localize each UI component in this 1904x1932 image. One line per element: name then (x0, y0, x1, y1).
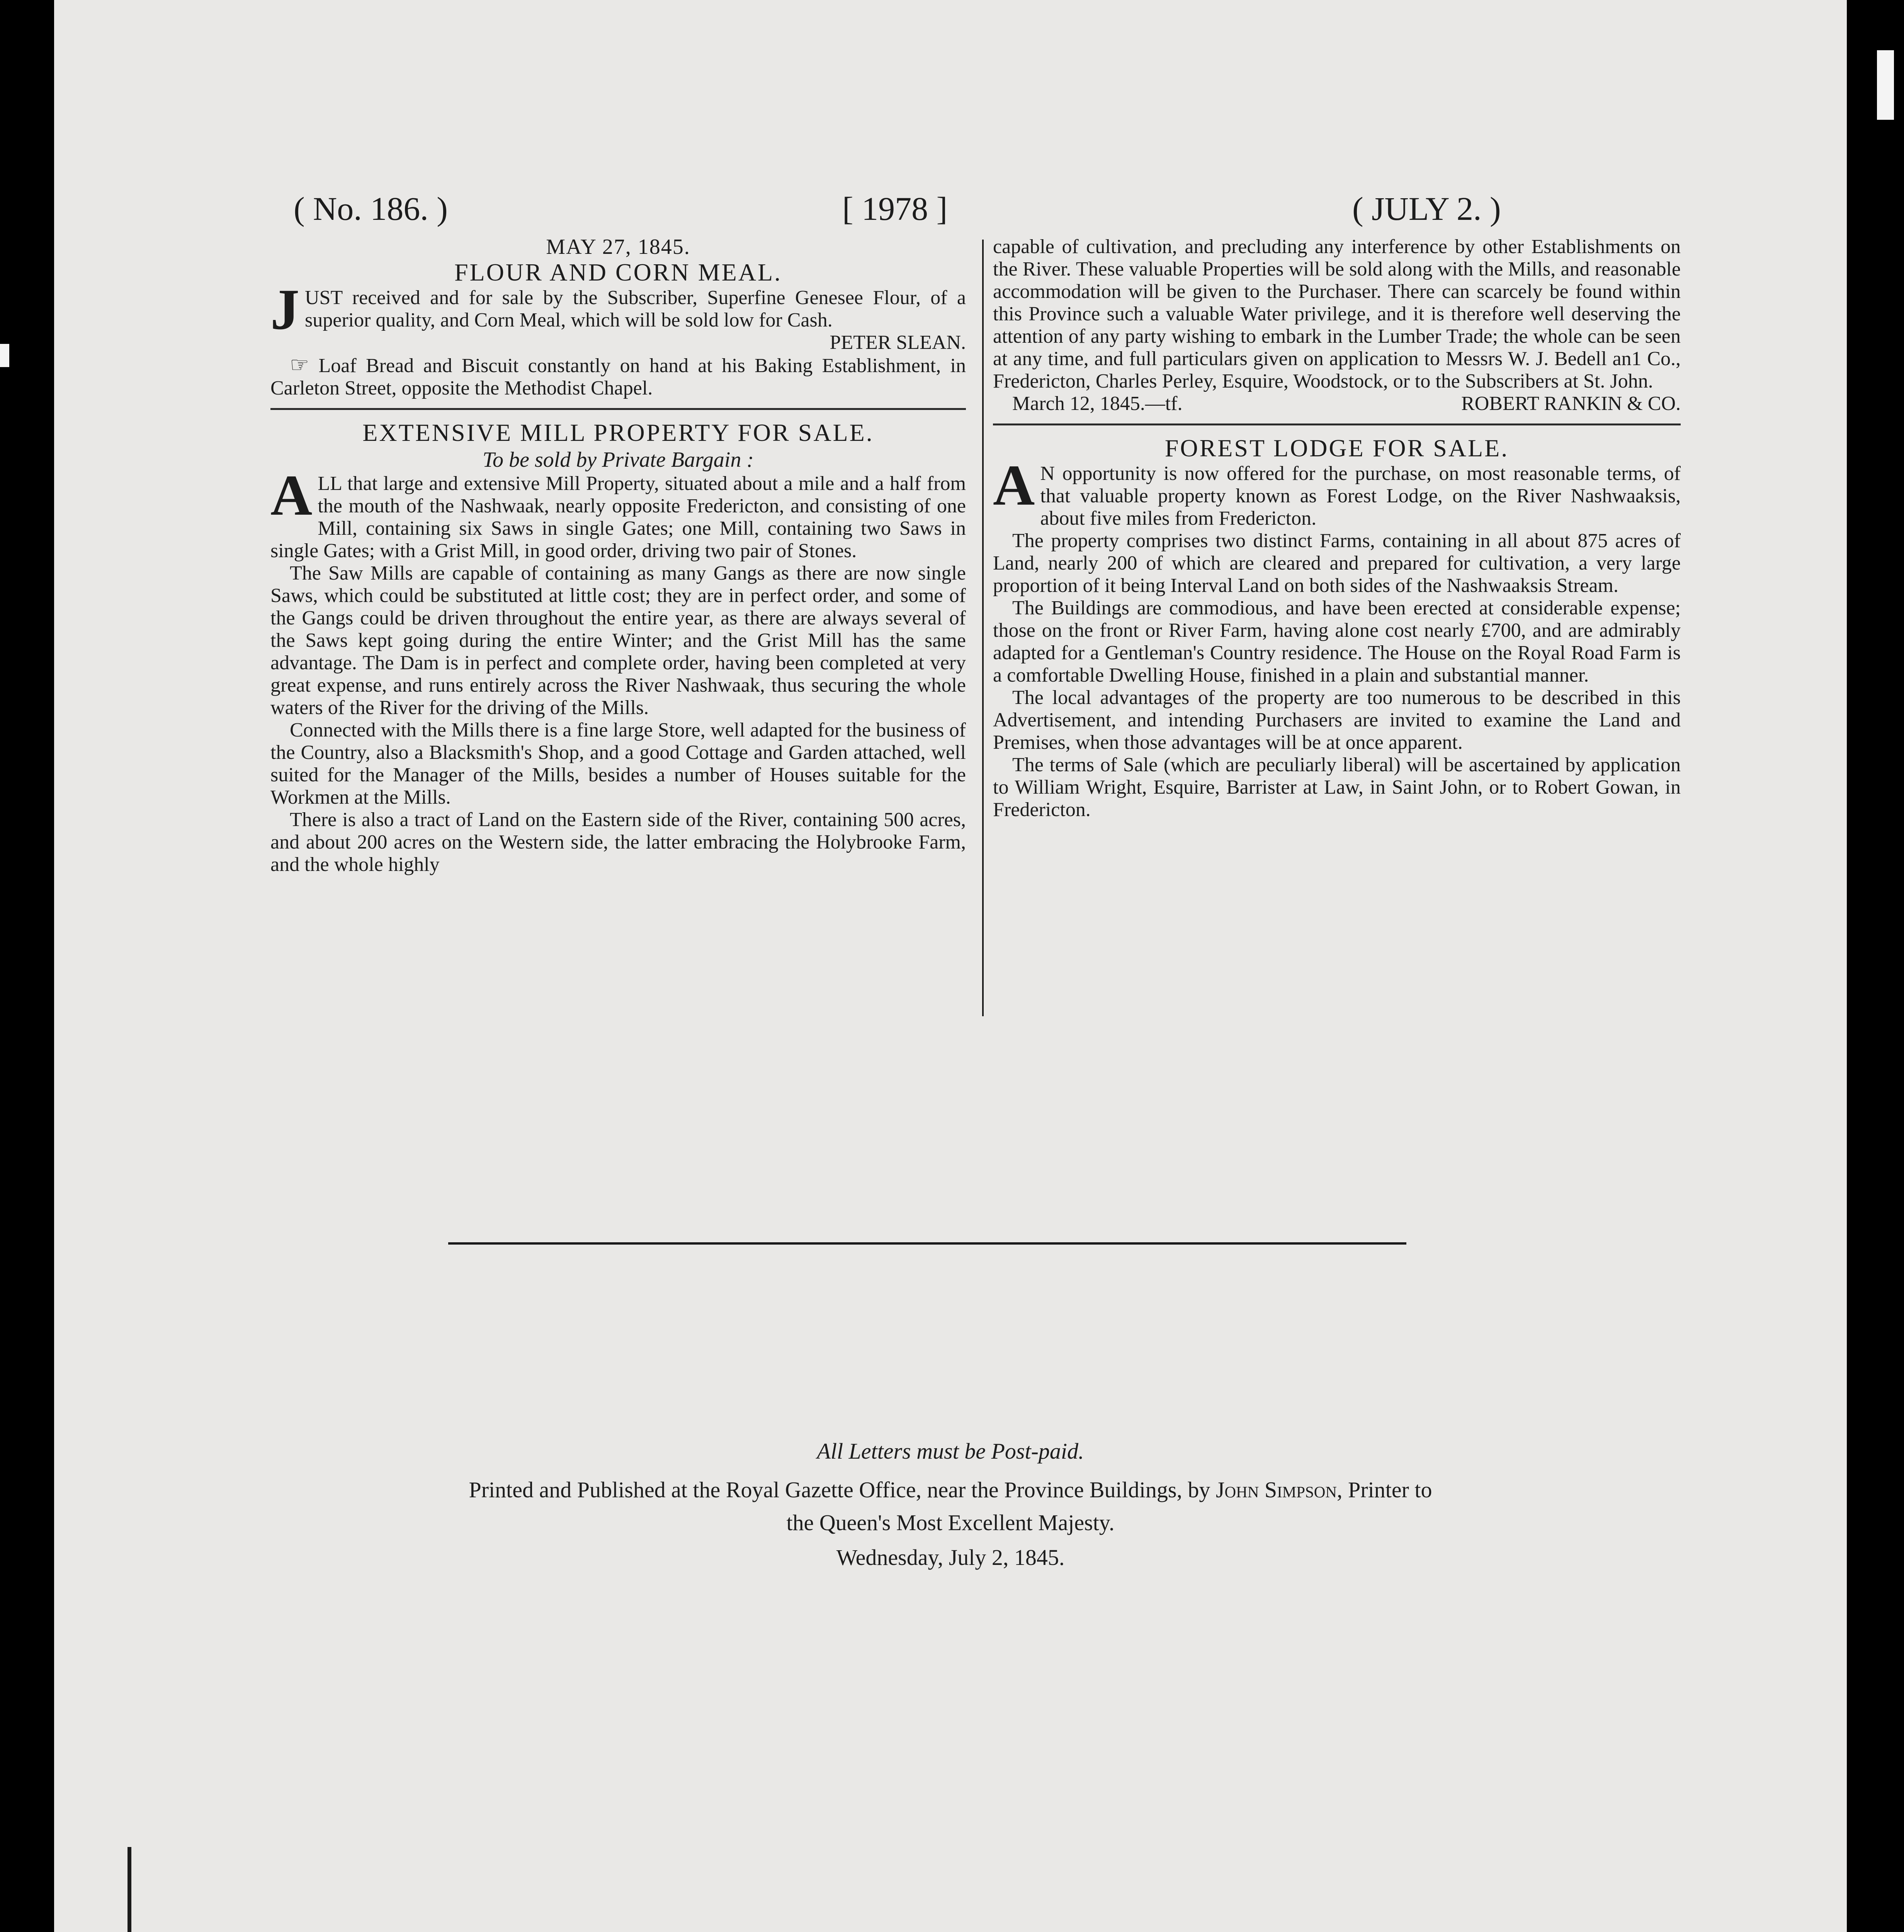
right-column (993, 236, 1681, 821)
mill-ad-signer: ROBERT RANKIN & CO. (1461, 393, 1681, 415)
mill-ad-paragraph: Connected with the Mills there is a fine large Store, well adapted for the business of the Country, also a Blacksmith's Shop, and a good Cottage and Garden attached, well suited for the Manager of the Mills, besides a number of Houses suitable for the Workmen at the Mills. (270, 719, 966, 808)
section-rule (448, 1242, 1406, 1245)
post-paid-notice: All Letters must be Post-paid. (817, 1439, 1084, 1464)
page-number: [ 1978 ] (842, 190, 948, 227)
newspaper-page (54, 0, 1847, 1932)
forest-ad-paragraph: The property comprises two distinct Farms, containing in all about 875 acres of Land, nearly 200 of which are cleared and prepared for cultivation, a very large proportion of it being Interval Land on both sides of the Nashwaaksis Stream. (993, 530, 1681, 597)
flour-ad-title: FLOUR AND CORN MEAL. (454, 259, 782, 286)
pointing-hand-icon: ☞ (290, 353, 309, 377)
mill-ad-subtitle: To be sold by Private Bargain : (482, 448, 754, 472)
forest-ad-title: FOREST LODGE FOR SALE. (1164, 434, 1509, 462)
drop-cap: A (993, 453, 1035, 517)
forest-ad-paragraph: The terms of Sale (which are peculiarly liberal) will be ascertained by application to William Wright, Esquire, Barrister at Law, in Saint John, or to Robert Gowan, in Fredericton. (993, 754, 1681, 821)
mill-ad-paragraph: The Saw Mills are capable of containing as many Gangs as there are now single Saws, which could be substituted at little cost; they are in perfect order, and some of the Gangs could be driven throughout the entire year, as there are always several of the Saws kept going during the entire Winter; and the Grist Mill has the same advantage. The Dam is in perfect and complete order, having been completed at very great expense, and runs entirely across the River Nashwaak, thus securing the whole waters of the River for the driving of the Mills. (270, 562, 966, 719)
publication-date: Wednesday, July 2, 1845. (836, 1545, 1065, 1570)
divider (993, 423, 1681, 425)
film-edge-mark (1877, 50, 1894, 120)
forest-ad (993, 434, 1681, 821)
forest-ad-paragraph: A N opportunity is now offered for the purchase, on most reasonable terms, of that valuable property known as Forest Lodge, on the River Nashwaaksis, about five miles from Fredericton. (993, 453, 1681, 529)
mill-ad (270, 418, 966, 876)
divider (270, 408, 966, 410)
column-separator (982, 240, 984, 1016)
flour-ad-signer: PETER SLEAN. (830, 332, 966, 354)
imprint-line-1: Printed and Published at the Royal Gazette Office, near the Province Buildings, by John Simpson, Printer to (469, 1477, 1432, 1502)
mill-ad-date: March 12, 1845.—tf. (1012, 393, 1183, 415)
film-edge-mark (0, 344, 9, 367)
drop-cap: A (270, 463, 313, 527)
forest-ad-paragraph: The local advantages of the property are too numerous to be described in this Advertisement, and intending Purchasers are invited to examine the Land and Premises, when those advantages will be at once apparent. (993, 687, 1681, 753)
mill-ad-title: EXTENSIVE MILL PROPERTY FOR SALE. (362, 419, 874, 446)
mill-ad-continued: capable of cultivation, and precluding any interference by other Establishments on the River. These valuable Properties will be sold along with the Mills, and reasonable accommodation will be given to the Purchaser. There can scarcely be found within this Province such a valuable Water privilege, and it is therefore well deserving the attention of any party wishing to embark in the Lumber Trade; the whole can be seen at any time, and full particulars given on application to Messrs W. J. Bedell an1 Co., Fredericton, Charles Perley, Esquire, Woodstock, or to the Subscribers at St. John. (993, 236, 1681, 392)
printer-name: John Simpson (1216, 1477, 1337, 1502)
forest-ad-paragraph: The Buildings are commodious, and have been erected at considerable expense; those on the front or River Farm, having alone cost nearly £700, and are admirably adapted for a Gentleman's Country residence. The House on the Royal Road Farm is a comfortable Dwelling House, finished in a plain and substantial manner. (993, 597, 1681, 686)
scan-mark (128, 1847, 131, 1932)
mill-ad-paragraph: There is also a tract of Land on the Eastern side of the River, containing 500 acres, and about 200 acres on the Western side, the latter embracing the Holybrooke Farm, and the whole highly (270, 809, 966, 876)
flour-ad-body: JUST received and for sale by the Subscriber, Superfine Genesee Flour, of a superior quality, and Corn Meal, which will be sold low for Cash. (270, 277, 966, 342)
issue-number: ( No. 186. ) (294, 190, 448, 227)
flour-ad (270, 236, 966, 400)
left-column (270, 236, 966, 876)
drop-cap: J (270, 277, 299, 342)
mill-ad-paragraph: ALL that large and extensive Mill Property, situated about a mile and a half from the mouth of the Nashwaak, nearly opposite Fredericton, and consisting of one Mill, containing six Saws in single Gates; one Mill, containing two Saws in single Gates; with a Grist Mill, in good order, driving two pair of Stones. (270, 463, 966, 562)
imprint-line-2: the Queen's Most Excellent Majesty. (786, 1510, 1115, 1535)
issue-date: ( JULY 2. ) (1352, 190, 1501, 227)
mill-ad-signature (993, 393, 1681, 415)
flour-ad-note: ☞ Loaf Bread and Biscuit constantly on hand at his Baking Establishment, in Carleton Street, opposite the Methodist Chapel. (270, 353, 966, 399)
flour-ad-date: MAY 27, 1845. (546, 235, 690, 259)
